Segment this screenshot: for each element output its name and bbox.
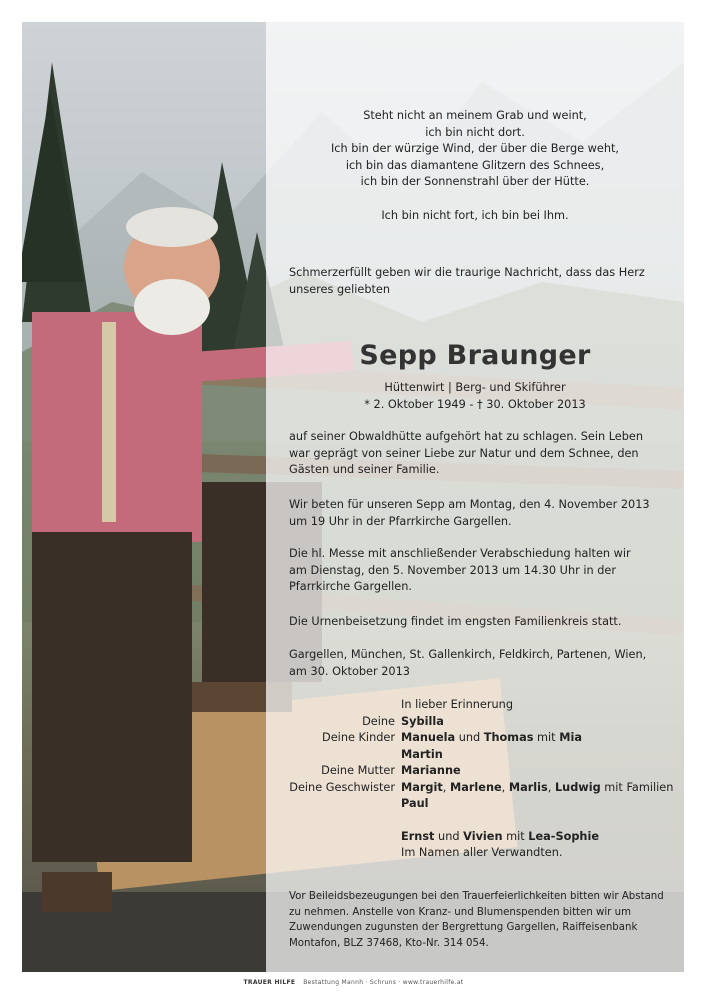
memory-heading: In lieber Erinnerung <box>401 698 513 711</box>
mourner-name: Marlene <box>449 780 502 794</box>
paragraph-line: war geprägt von seiner Liebe zur Natur und dem Schnee, den <box>289 446 639 460</box>
poem-line: ich bin der Sonnenstrahl über der Hütte. <box>360 175 590 188</box>
paragraph-line: Die Urnenbeisetzung findet im engsten Familienkreis statt. <box>289 615 622 628</box>
notice-line: zu nehmen. Anstelle von Kranz- und Blumenspenden bitten wir um <box>289 906 631 918</box>
paragraph-line: Pfarrkirche Gargellen. <box>289 580 413 593</box>
deceased-profession: Hüttenwirt | Berg- und Skiführer <box>384 381 566 394</box>
paragraph-burial <box>289 614 679 631</box>
paragraph-places-date <box>289 647 679 680</box>
footer-info: Bestattung Mannh · Schruns · www.trauerhilfe.at <box>303 979 464 986</box>
intro-text <box>289 265 679 298</box>
deceased-dates: * 2. Oktober 1949 - † 30. Oktober 2013 <box>364 397 586 411</box>
paragraph-line: Gästen und seiner Familie. <box>289 463 440 476</box>
paragraph-line: um 19 Uhr in der Pfarrkirche Gargellen. <box>289 514 512 528</box>
paragraph-line: Wir beten für unseren Sepp am Montag, den 4. November 2013 <box>289 498 650 511</box>
mourner-name: Martin <box>401 747 443 761</box>
intro-line: unseres geliebten <box>289 282 391 296</box>
poem <box>266 108 684 224</box>
connector-text: , <box>501 780 509 794</box>
connector-text: und <box>434 829 464 843</box>
mourner-name: Marianne <box>401 764 461 777</box>
mourners-list <box>269 697 684 862</box>
mourner-name: Paul <box>401 797 429 810</box>
mourner-name: Thomas <box>483 731 534 744</box>
poem-line: Ich bin der würzige Wind, der über die Berge weht, <box>330 142 620 155</box>
connector-text: mit Familien <box>600 780 674 794</box>
poem-line: Steht nicht an meinem Grab und weint, <box>363 109 587 122</box>
paragraph-line: Die hl. Messe mit anschließender Verabschiedung halten wir <box>289 547 631 560</box>
poem-line: ich bin das diamantene Glitzern des Schnees, <box>345 158 605 172</box>
mourner-name: Lea-Sophie <box>528 829 600 843</box>
connector-text: mit <box>502 829 529 843</box>
poem-line: Ich bin nicht fort, ich bin bei Ihm. <box>381 208 569 222</box>
deceased-details <box>266 380 684 413</box>
connector-text: mit <box>533 731 560 744</box>
closing-line: Im Namen aller Verwandten. <box>401 846 563 859</box>
mourner-label: Deine Mutter <box>321 764 395 777</box>
connector-text: und <box>455 731 484 744</box>
connector-text: , <box>442 780 450 794</box>
mourner-name: Ludwig <box>554 780 601 794</box>
mourner-label: Deine <box>362 714 395 728</box>
paragraph-life <box>289 429 679 479</box>
mourner-label: Deine Geschwister <box>289 780 395 794</box>
mourner-name: Sybilla <box>401 714 444 728</box>
mourner-label: Deine Kinder <box>322 731 395 744</box>
mourner-name: Manuela <box>401 731 456 744</box>
notice-line: Vor Beileidsbezeugungen bei den Trauerfeierlichkeiten bitten wir Abstand <box>289 891 664 902</box>
mourner-name: Mia <box>559 731 582 744</box>
paragraph-line: Gargellen, München, St. Gallenkirch, Feldkirch, Partenen, Wien, <box>289 648 647 661</box>
mourner-name: Marlis <box>508 780 548 794</box>
poem-line: ich bin nicht dort. <box>425 125 525 139</box>
footer <box>0 979 707 986</box>
paragraph-line: am Dienstag, den 5. November 2013 um 14.30 Uhr in der <box>289 563 617 577</box>
footer-brand: TRAUER HILFE <box>243 979 296 986</box>
notice-line: Montafon, BLZ 37468, Kto-Nr. 314 054. <box>289 937 489 949</box>
paragraph-line: auf seiner Obwaldhütte aufgehört hat zu schlagen. Sein Leben <box>289 430 644 443</box>
paragraph-line: am 30. Oktober 2013 <box>289 664 410 678</box>
intro-line: Schmerzerfüllt geben wir die traurige Nachricht, dass das Herz <box>289 266 645 279</box>
mourner-name: Vivien <box>463 829 503 843</box>
paragraph-mass <box>289 546 679 596</box>
connector-text: , <box>547 780 555 794</box>
mourner-name: Ernst <box>401 829 435 843</box>
paragraph-prayer <box>289 497 679 530</box>
notice-line: Zuwendungen zugunsten der Bergrettung Gargellen, Raiffeisenbank <box>289 922 638 933</box>
mourner-name: Margit <box>401 780 443 794</box>
deceased-name: Sepp Braunger <box>359 340 591 371</box>
donation-notice <box>289 889 681 951</box>
